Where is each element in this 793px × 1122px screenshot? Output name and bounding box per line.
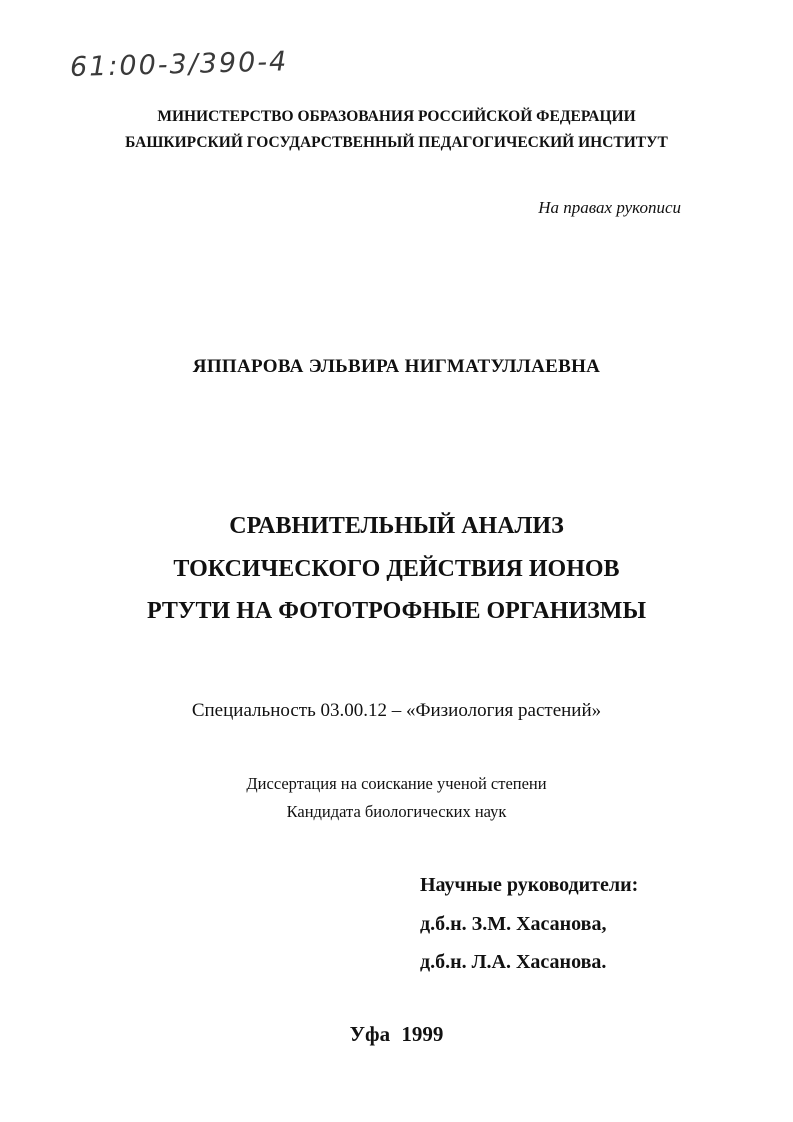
rights-note: На правах рукописи	[538, 198, 681, 217]
title-line: РТУТИ НА ФОТОТРОФНЫЕ ОРГАНИЗМЫ	[146, 598, 647, 624]
supervisor-name: д.б.н. З.М. Хасанова,	[420, 912, 607, 935]
institute-name: БАШКИРСКИЙ ГОСУДАРСТВЕННЫЙ ПЕДАГОГИЧЕСКИЙ ИНСТИТУТ	[125, 134, 668, 151]
supervisor-name: д.б.н. Л.А. Хасанова.	[420, 951, 607, 973]
dissertation-title	[0, 505, 793, 633]
degree-line: Кандидата биологических наук	[286, 802, 507, 821]
degree-line: Диссертация на соискание ученой степени	[246, 774, 547, 793]
specialty: Специальность 03.00.12 – «Физиология растений»	[191, 700, 602, 721]
header-block	[0, 104, 793, 156]
degree-info	[0, 770, 793, 826]
supervisors-heading: Научные руководители:	[420, 874, 639, 896]
title-line: ТОКСИЧЕСКОГО ДЕЙСТВИЯ ИОНОВ	[173, 555, 620, 582]
ministry-name: МИНИСТЕРСТВО ОБРАЗОВАНИЯ РОССИЙСКОЙ ФЕДЕРАЦИИ	[157, 108, 636, 125]
catalog-stamp: 61:00-3/390-4	[69, 46, 289, 83]
title-line: СРАВНИТЕЛЬНЫЙ АНАЛИЗ	[229, 513, 564, 539]
supervisors-block	[420, 866, 638, 982]
author-name: ЯППАРОВА ЭЛЬВИРА НИГМАТУЛЛАЕВНА	[192, 356, 601, 377]
place-year: Уфа 1999	[349, 1022, 444, 1046]
